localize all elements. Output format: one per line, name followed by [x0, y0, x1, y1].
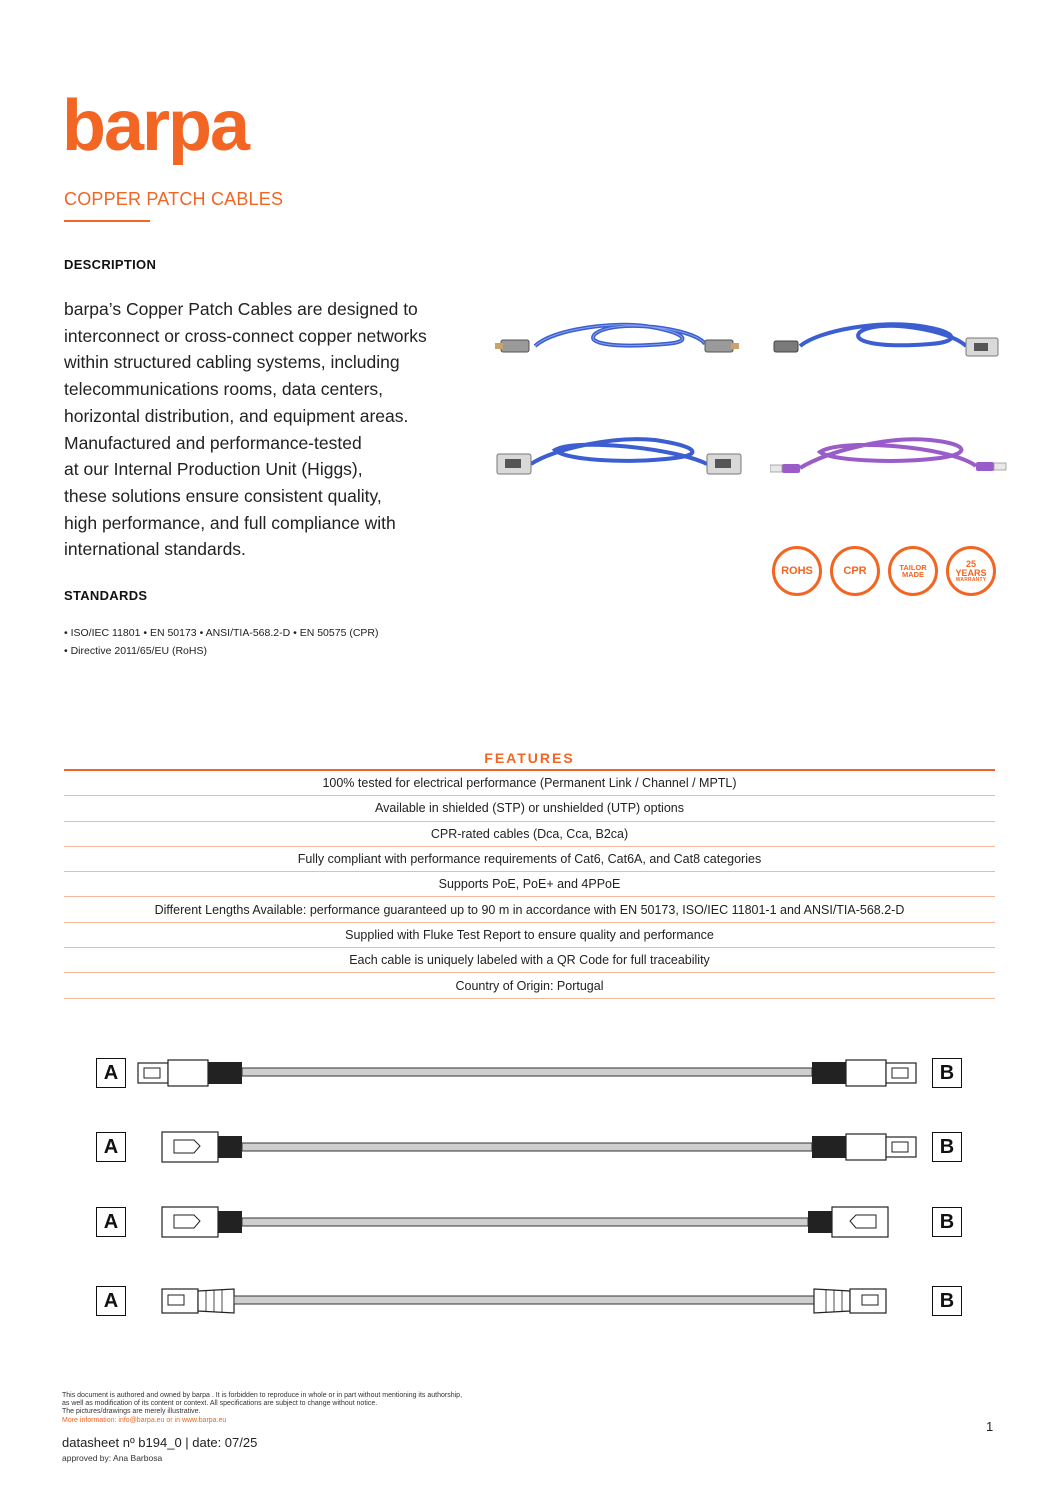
datasheet-id: datasheet nº b194_0 | date: 07/25	[62, 1435, 258, 1450]
description-line: within structured cabling systems, including	[64, 352, 400, 373]
standards-item: • ISO/IEC 11801 • EN 50173 • ANSI/TIA-568.2-D • EN 50575 (CPR)	[64, 627, 379, 639]
description-line: interconnect or cross-connect copper networks	[64, 325, 427, 346]
description-body	[64, 296, 474, 563]
warranty-badge	[946, 546, 996, 596]
end-label-a: A	[96, 1132, 126, 1162]
feature-row: CPR-rated cables (Dca, Cca, B2ca)	[64, 822, 995, 847]
description-line: telecommunications rooms, data centers,	[64, 379, 384, 400]
approved-by: approved by: Ana Barbosa	[62, 1453, 163, 1463]
cable-diagram-jack-plug	[94, 1131, 964, 1165]
feature-row: Fully compliant with performance requirements of Cat6, Cat6A, and Cat8 categories	[64, 847, 995, 872]
legal-notice	[62, 1392, 662, 1425]
subtitle-underline	[64, 220, 150, 222]
description-line: horizontal distribution, and equipment areas.	[64, 405, 409, 426]
description-heading: DESCRIPTION	[64, 257, 157, 272]
tailor-badge-line1: TAILOR	[899, 562, 927, 572]
legal-line: as well as modification of its content or context. All specifications are subject to change without notice.	[62, 1400, 378, 1408]
description-line: high performance, and full compliance with	[64, 512, 396, 533]
jack-plug-drawing	[134, 1131, 924, 1165]
description-line: Manufactured and performance-tested	[64, 432, 362, 453]
description-line: at our Internal Production Unit (Higgs),	[64, 459, 363, 480]
product-image-jack-to-jack	[495, 430, 745, 490]
standards-item: • Directive 2011/65/EU (RoHS)	[64, 645, 207, 657]
tailor-badge-line2: MADE	[901, 570, 925, 579]
barpa-logo	[62, 96, 288, 168]
feature-row: Supports PoE, PoE+ and 4PPoE	[64, 872, 995, 897]
utp-drawing	[134, 1285, 924, 1319]
rohs-badge: ROHS	[772, 546, 822, 596]
end-label-a: A	[96, 1207, 126, 1237]
logo-text: barpa	[62, 96, 249, 166]
cable-diagram-jack-jack	[94, 1206, 964, 1240]
end-label-b: B	[932, 1286, 962, 1316]
standards-heading: STANDARDS	[64, 588, 148, 603]
end-label-b: B	[932, 1058, 962, 1088]
feature-row: Country of Origin: Portugal	[64, 973, 995, 998]
certification-badges	[772, 546, 996, 598]
page-number: 1	[986, 1419, 994, 1434]
warranty-badge-word: YEARS	[955, 567, 987, 578]
product-image-plug-to-jack	[770, 308, 1020, 368]
features-table	[64, 771, 995, 999]
feature-row: Each cable is uniquely labeled with a QR Code for full traceability	[64, 948, 995, 973]
jack-jack-drawing	[134, 1206, 924, 1240]
tailor-made-badge	[888, 546, 938, 596]
product-image-plug-to-plug	[495, 308, 745, 368]
plug-plug-drawing	[134, 1057, 924, 1091]
standards-list	[64, 624, 378, 660]
feature-row: Different Lengths Available: performance guaranteed up to 90 m in accordance with EN 50173, ISO/IEC 11801-1 and ANSI/TIA-568.2-D	[64, 897, 995, 922]
legal-line: This document is authored and owned by barpa . It is forbidden to reproduce in whole or in part without mentioning its authorship,	[62, 1392, 463, 1399]
description-line: international standards.	[64, 539, 246, 560]
end-label-b: B	[932, 1132, 962, 1162]
document-subtitle: COPPER PATCH CABLES	[64, 189, 284, 209]
cable-diagram-plug-plug	[94, 1057, 964, 1091]
more-information-link[interactable]: More information: info@barpa.eu or in www.barpa.eu	[62, 1416, 227, 1424]
warranty-badge-number: 25	[965, 558, 976, 569]
warranty-badge-sub: WARRANTY	[955, 576, 987, 583]
feature-row: Supplied with Fluke Test Report to ensure quality and performance	[64, 923, 995, 948]
feature-row: Available in shielded (STP) or unshielded (UTP) options	[64, 796, 995, 821]
end-label-a: A	[96, 1286, 126, 1316]
features-heading: FEATURES	[484, 750, 575, 766]
cable-diagram-utp	[94, 1285, 964, 1319]
feature-row: 100% tested for electrical performance (Permanent Link / Channel / MPTL)	[64, 771, 995, 796]
description-line: barpa’s Copper Patch Cables are designed to	[64, 299, 418, 319]
legal-line: The pictures/drawings are merely illustrative.	[62, 1408, 201, 1416]
description-line: these solutions ensure consistent quality,	[64, 485, 382, 506]
end-label-a: A	[96, 1058, 126, 1088]
cpr-badge: CPR	[830, 546, 880, 596]
end-label-b: B	[932, 1207, 962, 1237]
product-image-utp-purple	[770, 430, 1020, 490]
